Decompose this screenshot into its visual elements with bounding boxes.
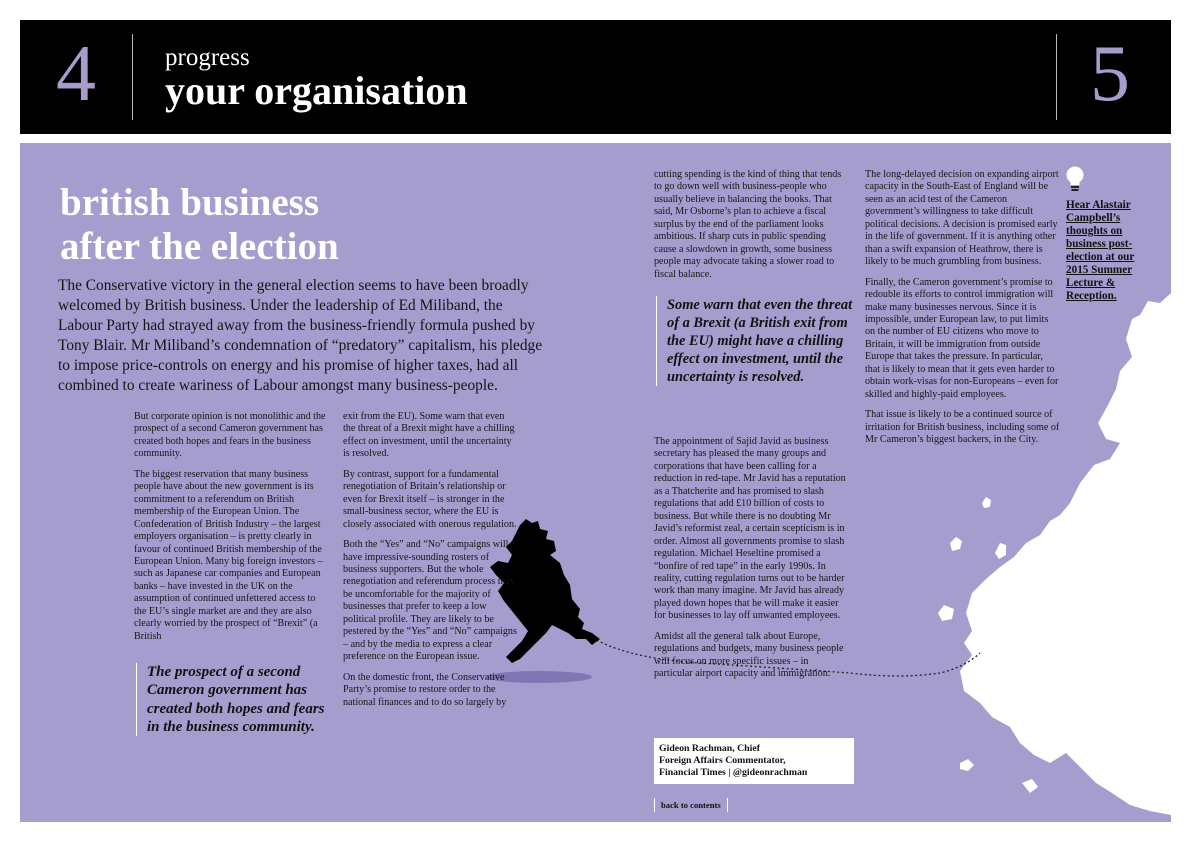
page-number-right: 5 bbox=[1090, 30, 1130, 118]
article-panel bbox=[20, 143, 1171, 822]
column-2-paragraph: By contrast, support for a fundamental renegotiation of Britain’s relationship or even for Brexit itself – is stronger in the small-business sector, where the EU is closely associated with onerous regulation. bbox=[343, 468, 517, 530]
column-4-paragraph: Finally, the Cameron government’s promise to redouble its efforts to control immigration will make many businesses nervous. Since it is impossible, under European law, to put limits on the number of EU citizens who move to Britain, it will be immigration from outside Europe that takes the pressure. In particular, that is likely to mean that it gets even harder to obtain work-visas for non-Europeans – even for skilled and highly-paid employees. bbox=[865, 276, 1059, 400]
article-headline bbox=[60, 181, 339, 269]
article-intro: The Conservative victory in the general election seems to have been broadly welcomed by British business. Under the leadership of Ed Miliband, the Labour Party had strayed away from the business-friendly formula pushed by Tony Blair. Mr Miliband’s condemnation of “predatory” capitalism, his pledge to impose price-controls on energy and his promise of higher taxes, had all combined to create wariness of Labour amongst many business-people. bbox=[58, 277, 543, 394]
column-3-paragraph: The appointment of Sajid Javid as business secretary has pleased the many groups and corporations that have been calling for a reduction in red-tape. Mr Javid has a reputation as a Thatcherite and has promised to slash regulations that add £10 billion of costs to business. But while there is no doubting Mr Javid’s reformist zeal, a certain scepticism is in order. Almost all governments promise to slash regulation. Michael Heseltine promised a “bonfire of red tape” in the early 1990s. In reality, cutting regulation turns out to be harder work than many imagine. Mr Javid has already played down hopes that he will make it easier for businesses to lay off unwanted employees. bbox=[654, 436, 846, 622]
author-byline bbox=[654, 738, 854, 784]
header-divider-right bbox=[1056, 34, 1057, 120]
section-kicker: progress bbox=[165, 44, 250, 71]
page-number-left: 4 bbox=[56, 30, 96, 118]
column-3-paragraph: Amidst all the general talk about Europe, regulations and budgets, many business people will focus on more specific issues – in particular airport capacity and immigration. bbox=[654, 630, 844, 680]
article-column-3 bbox=[654, 436, 849, 689]
article-column-3-top: cutting spending is the kind of thing that tends to go down well with business-people who usually believe in balancing the books. That said, Mr Osborne’s plan to achieve a fiscal surplus by the end of the parliament looks ambitious. If sharp cuts in public spending cause a slowdown in growth, some business people may advocate taking a slower road to fiscal balance. bbox=[654, 169, 842, 280]
header-divider-left bbox=[132, 34, 133, 120]
column-1-paragraph: The biggest reservation that many business people have about the new government is its commitment to a referendum on British membership of the European Union. The Confederation of British Industry – the largest employers organisation – is pretty clearly in favour of continued British membership of the European Union. Many big foreign investors – such as Japanese car companies and European banks – have invested in the UK on the assumption of continued unfettered access to the EU’s single market are and they are also clearly worried by the prospect of “Brexit” (a British bbox=[134, 468, 323, 642]
article-column-4 bbox=[865, 169, 1060, 455]
summer-lecture-link[interactable]: Hear Alastair Campbell’s thoughts on business post-election at our 2015 Summer Lecture & Reception. bbox=[1066, 199, 1135, 302]
back-to-contents-link[interactable]: back to contents bbox=[654, 798, 728, 812]
byline-org: Financial Times | @gideonrachman bbox=[659, 767, 808, 778]
article-column-2 bbox=[343, 411, 518, 717]
column-1-paragraph: But corporate opinion is not monolithic and the prospect of a second Cameron government has created both hopes and fears in the business community. bbox=[134, 411, 326, 460]
column-2-paragraph: Both the “Yes” and “No” campaigns will have impressive-sounding rosters of business supporters. But the whole renegotiation and referendum process may be uncomfortable for the majority of businesses that prefer to keep a low political profile. They are likely to be pestered by the “Yes” and “No” campaigns – and by the media to express a clear preference on the European issue. bbox=[343, 539, 517, 663]
headline-line-2: after the election bbox=[60, 225, 339, 268]
column-4-paragraph: The long-delayed decision on expanding airport capacity in the South-East of England will be seen as an acid test of the Cameron government’s willingness to take difficult political decisions. A decision is promised early in the life of government. If it is anything other than a swift expansion of Heathrow, there is likely to be much grumbling from business. bbox=[865, 169, 1059, 268]
byline-name: Gideon Rachman, Chief bbox=[659, 743, 760, 754]
headline-line-1: british business bbox=[60, 181, 320, 224]
lightbulb-icon bbox=[1064, 165, 1086, 193]
article-column-1 bbox=[134, 411, 326, 651]
header-bar bbox=[20, 20, 1171, 134]
pull-quote-1: The prospect of a second Cameron government has created both hopes and fears in the business community. bbox=[136, 663, 337, 736]
column-2-paragraph: On the domestic front, the Conservative Party’s promise to restore order to the national finances and to do so largely by bbox=[343, 671, 507, 708]
column-2-paragraph: exit from the EU). Some warn that even the threat of a Brexit might have a chilling effect on investment, until the uncertainty is resolved. bbox=[343, 411, 515, 460]
byline-role: Foreign Affairs Commentator, bbox=[659, 755, 786, 766]
column-4-paragraph: That issue is likely to be a continued source of irritation for British business, including some of Mr Cameron’s biggest backers, in the City. bbox=[865, 409, 1060, 446]
section-title: your organisation bbox=[165, 68, 468, 113]
pull-quote-2: Some warn that even the threat of a Brexit (a British exit from the EU) might have a chilling effect on investment, until the uncertainty is resolved. bbox=[656, 296, 867, 386]
